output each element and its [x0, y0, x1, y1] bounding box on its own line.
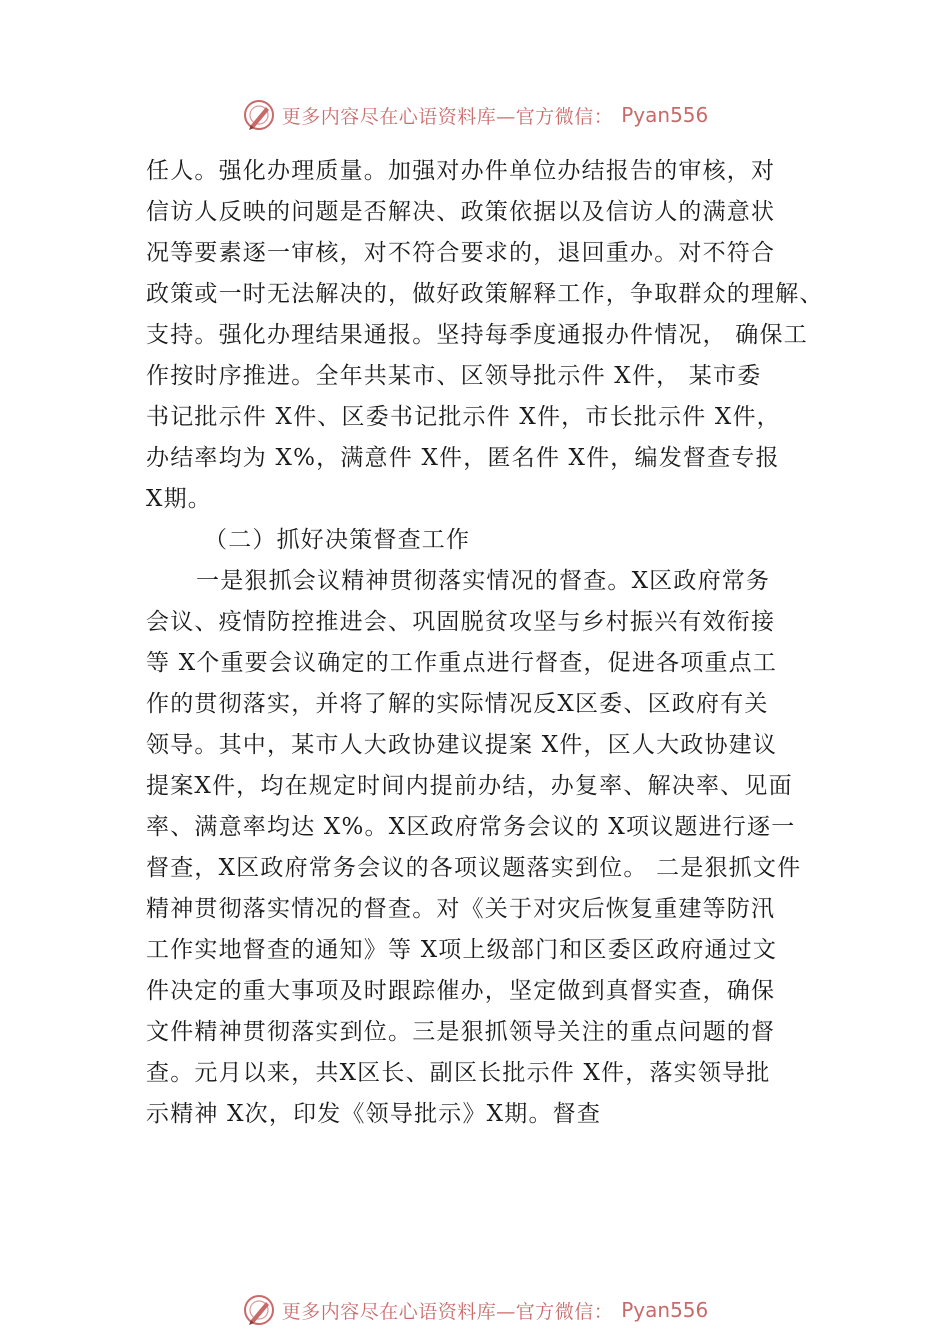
- paragraph-line: 查。元月以来，共X区长、副区长批示件 X件，落实领导批: [146, 1060, 771, 1086]
- paragraph-line: 督查，X区政府常务会议的各项议题落实到位。 二是狠抓文件: [146, 855, 802, 881]
- paragraph-line: 件决定的重大事项及时跟踪催办，坚定做到真督实查，确保: [146, 978, 776, 1004]
- paragraph-line: X期。: [146, 486, 212, 512]
- watermark-header: [0, 95, 950, 135]
- paragraph-line: 书记批示件 X件、区委书记批示件 X件，市长批示件 X件，: [146, 404, 781, 430]
- paragraph-line: 示精神 X次，印发《领导批示》X期。督查: [146, 1101, 602, 1127]
- paragraph-line: 提案X件，均在规定时间内提前办结，办复率、解决率、见面: [146, 773, 793, 799]
- paragraph-line: 一是狠抓会议精神贯彻落实情况的督查。X区政府常务: [196, 568, 771, 594]
- paragraph-line: 政策或一时无法解决的，做好政策解释工作，争取群众的理解、: [146, 281, 824, 307]
- section-heading: （二）抓好决策督查工作: [204, 527, 471, 553]
- paragraph-line: 文件精神贯彻落实到位。三是狠抓领导关注的重点问题的督: [146, 1019, 776, 1045]
- paragraph-line: 支持。强化办理结果通报。坚持每季度通报办件情况， 确保工: [146, 322, 808, 348]
- watermark-wechat-id: Pyan556: [621, 103, 709, 127]
- paragraph-line: 信访人反映的问题是否解决、政策依据以及信访人的满意状: [146, 199, 776, 225]
- paragraph-line: 作按时序推进。全年共某市、区领导批示件 X件， 某市委: [146, 363, 762, 389]
- paragraph-line: 任人。强化办理质量。加强对办件单位办结报告的审核，对: [146, 158, 776, 184]
- pen-logo-icon: [242, 98, 276, 132]
- paragraph-line: 领导。其中，某市人大政协建议提案 X件，区人大政协建议: [146, 732, 778, 758]
- watermark-text: 更多内容尽在心语资料库—官方微信：: [281, 1300, 614, 1323]
- paragraph-line: 会议、疫情防控推进会、巩固脱贫攻坚与乡村振兴有效衔接: [146, 609, 776, 635]
- paragraph-line: 率、满意率均达 X%。X区政府常务会议的 X项议题进行逐一: [146, 814, 796, 840]
- pen-logo-icon: [242, 1293, 276, 1327]
- paragraph-line: 办结率均为 X%，满意件 X件，匿名件 X件，编发督查专报: [146, 445, 780, 471]
- watermark-wechat-id: Pyan556: [621, 1298, 709, 1322]
- watermark-text: 更多内容尽在心语资料库—官方微信：: [281, 105, 614, 128]
- watermark-footer: [0, 1290, 950, 1330]
- paragraph-line: 作的贯彻落实，并将了解的实际情况反X区委、区政府有关: [146, 691, 769, 717]
- paragraph-line: 工作实地督查的通知》等 X项上级部门和区委区政府通过文: [146, 937, 778, 963]
- paragraph-line: 等 X个重要会议确定的工作重点进行督查，促进各项重点工: [146, 650, 778, 676]
- paragraph-line: 精神贯彻落实情况的督查。对《关于对灾后恢复重建等防汛: [146, 896, 776, 922]
- document-body: [146, 151, 846, 1135]
- paragraph-line: 况等要素逐一审核，对不符合要求的，退回重办。对不符合: [146, 240, 776, 266]
